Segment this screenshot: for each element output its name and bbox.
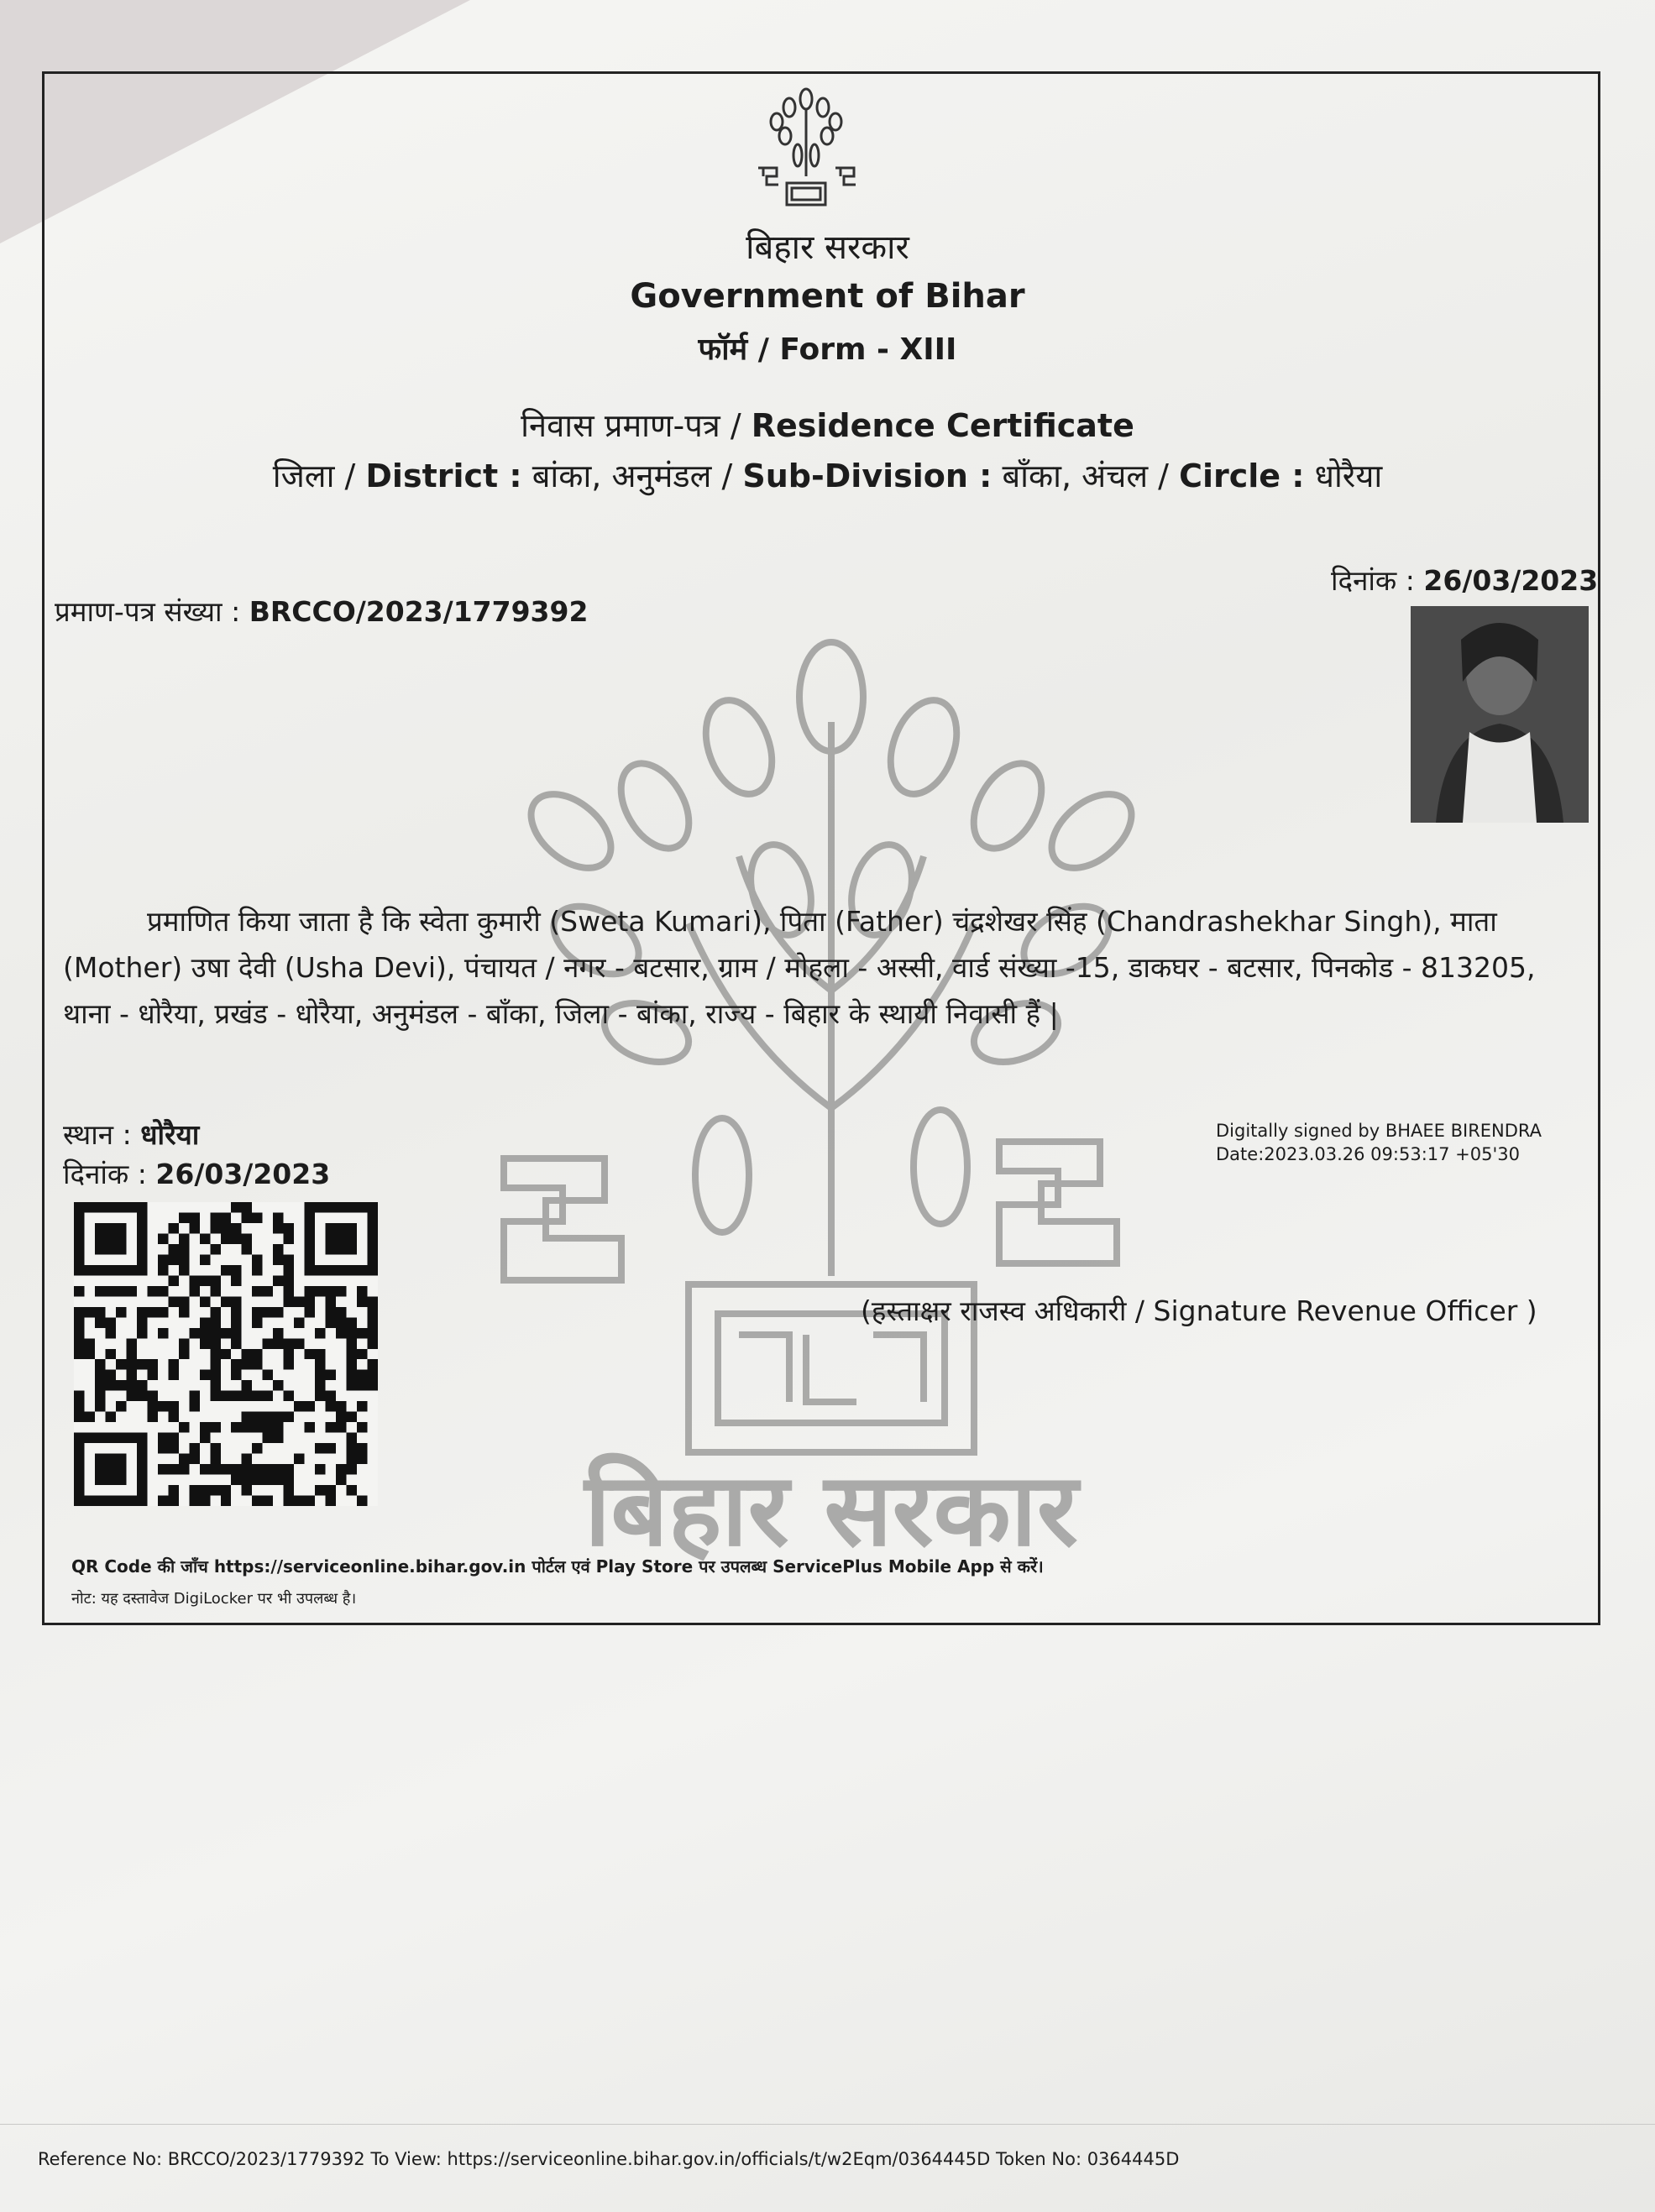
- district-label-en: District :: [365, 458, 522, 494]
- digilocker-note: नोट: यह दस्तावेज DigiLocker पर भी उपलब्ध है।: [71, 1590, 357, 1608]
- district-label-hi: जिला /: [272, 458, 356, 494]
- issue-date-label: दिनांक :: [1331, 564, 1415, 597]
- title-english: Government of Bihar: [630, 277, 1025, 316]
- issue-date-value: 26/03/2023: [1423, 564, 1599, 597]
- footer-date: [63, 1154, 330, 1192]
- bihar-emblem-icon: [752, 84, 861, 218]
- bihar-emblem-watermark-icon: [487, 638, 1176, 1561]
- certificate-title-hindi: निवास प्रमाण-पत्र /: [521, 407, 741, 444]
- svg-text:बिहार सरकार: बिहार सरकार: [584, 1452, 1078, 1561]
- footer-date-value: 26/03/2023: [155, 1158, 331, 1190]
- place-label: स्थान :: [63, 1118, 132, 1151]
- digital-signature-date: Date:2023.03.26 09:53:17 +05'30: [1216, 1144, 1520, 1164]
- reference-line: Reference No: BRCCO/2023/1779392 To View: https://serviceonline.bihar.gov.in/officials/t/w2Eqm/0364445D Token No: 0364445D: [38, 2149, 1180, 2169]
- qr-verification-note: QR Code की जाँच https://serviceonline.bihar.gov.in पोर्टल एवं Play Store पर उपलब्ध ServicePlus Mobile App से करें।: [71, 1556, 1044, 1577]
- certificate-number-label: प्रमाण-पत्र संख्या :: [55, 595, 241, 628]
- title-hindi: बिहार सरकार: [746, 228, 909, 267]
- qr-code: [74, 1202, 378, 1506]
- place-value: धोरैया: [140, 1118, 200, 1151]
- footer-date-label: दिनांक :: [63, 1158, 147, 1190]
- certificate-number: [55, 592, 588, 630]
- signature-label: (हस्ताक्षर राजस्व अधिकारी / Signature Revenue Officer ): [861, 1294, 1537, 1327]
- district-value: बांका, अनुमंडल /: [532, 458, 733, 494]
- digital-signature: [1216, 1119, 1542, 1166]
- issue-date: [1331, 561, 1598, 599]
- subdivision-label: Sub-Division :: [742, 458, 992, 494]
- certification-text: प्रमाणित किया जाता है कि स्वेता कुमारी (Sweta Kumari), पिता (Father) चंद्रशेखर सिंह (Chandrashekhar Singh), माता (Mother) उषा देवी (Usha Devi), पंचायत / नगर - बटसार, ग्राम / मोहला - अस्सी, वार्ड संख्या -15, डाकघर - बटसार, पिनकोड - 813205, थाना - धोरैया, प्रखंड - धोरैया, अनुमंडल - बाँका, जिला - बांका, राज्य - बिहार के स्थायी निवासी हैं |: [63, 905, 1536, 1030]
- form-number: फॉर्म / Form - XIII: [698, 332, 957, 367]
- place: [63, 1115, 199, 1153]
- circle-value: धोरैया: [1314, 458, 1383, 494]
- circle-label: Circle :: [1179, 458, 1305, 494]
- certificate-title: [0, 403, 1655, 447]
- certificate-number-value: BRCCO/2023/1779392: [249, 595, 589, 628]
- certificate-title-english: Residence Certificate: [751, 407, 1134, 444]
- subdivision-value: बाँका, अंचल /: [1002, 458, 1169, 494]
- digital-signature-signer: Digitally signed by BHAEE BIRENDRA: [1216, 1121, 1542, 1141]
- footer-divider: [0, 2124, 1655, 2125]
- applicant-photo: [1411, 606, 1589, 823]
- district-line: [0, 453, 1655, 497]
